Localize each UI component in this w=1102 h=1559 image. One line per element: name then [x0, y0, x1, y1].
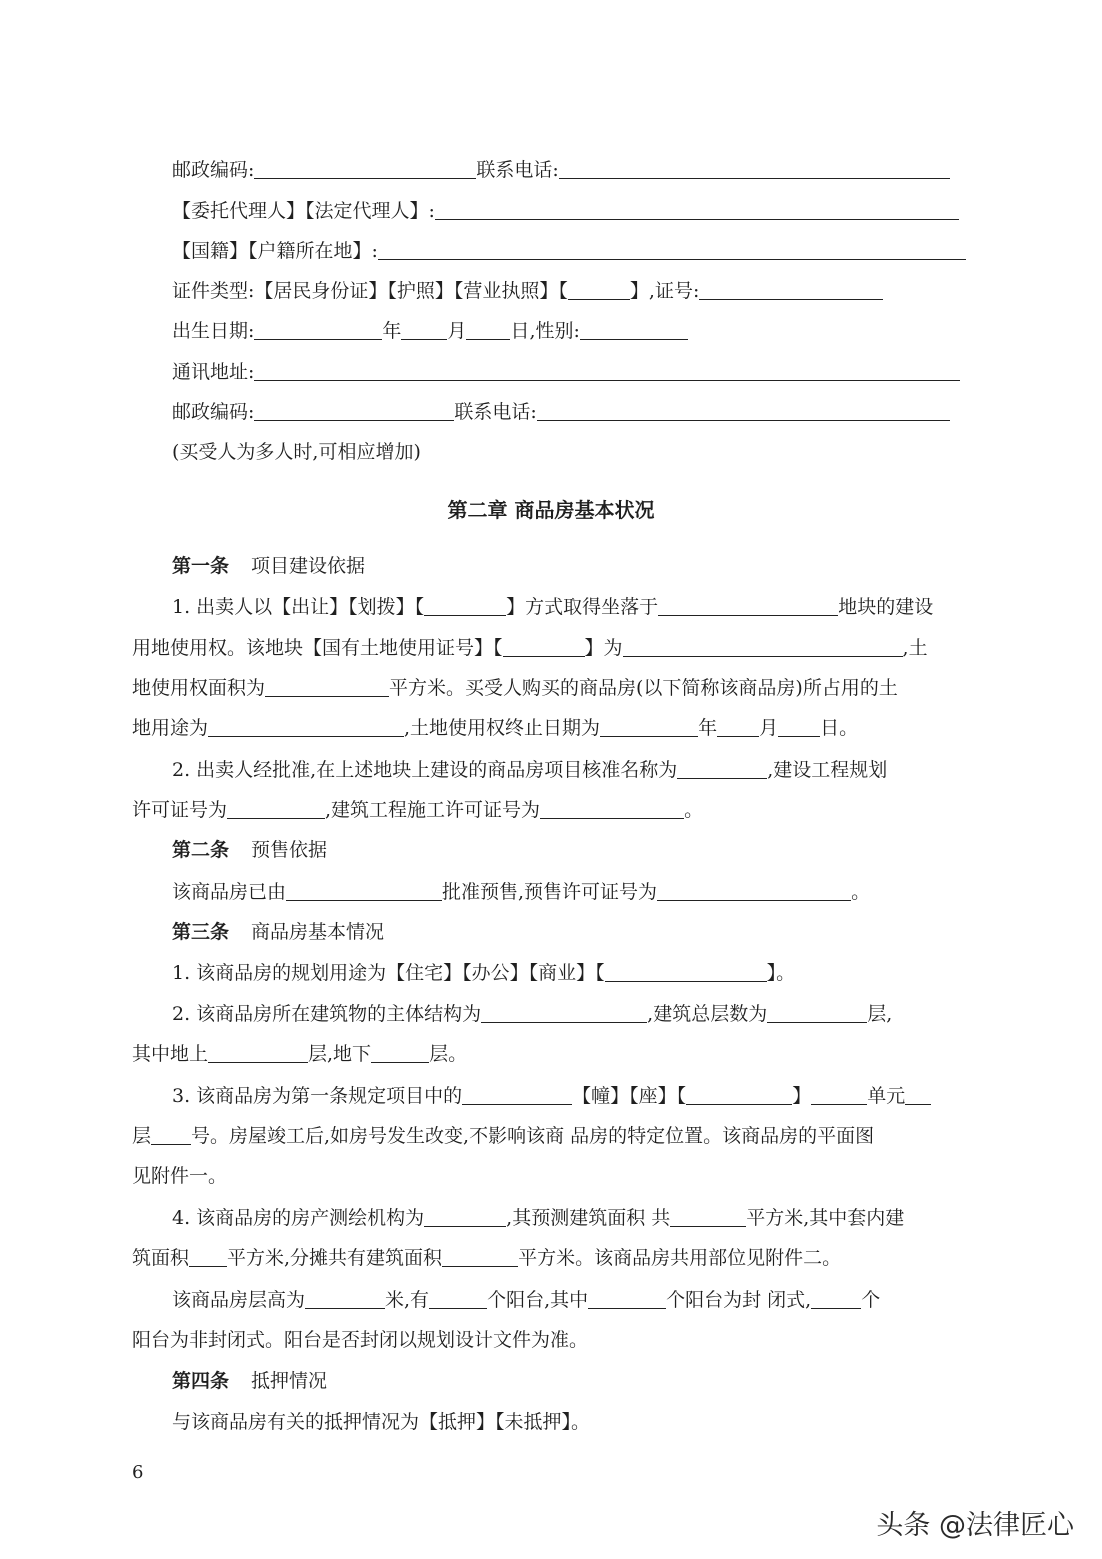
phone-blank[interactable] — [559, 158, 950, 179]
planned-use-blank[interactable] — [605, 961, 767, 982]
id-no-blank[interactable] — [699, 279, 883, 300]
phone-blank[interactable] — [537, 400, 950, 421]
article-4-heading: 第四条 抵押情况 — [172, 1370, 328, 1392]
multi-buyer-note: (买受人为多人时,可相应增加) — [172, 441, 421, 463]
land-area-blank[interactable] — [265, 676, 389, 697]
article-3-para-3-cont: 层 号。房屋竣工后,如房号发生改变,不影响该商 品房的特定位置。该商品房的平面图 — [132, 1125, 875, 1147]
postcode-blank[interactable] — [254, 400, 454, 421]
address-line — [132, 352, 970, 392]
article-3-para-5: 该商品房层高为 米,有 个阳台,其中 个阳台为封 闭式, 个 — [172, 1289, 881, 1311]
article-2-heading: 第二条 预售依据 — [172, 839, 328, 861]
building-area-blank[interactable] — [670, 1206, 746, 1227]
agent-blank[interactable] — [435, 199, 959, 220]
article-3-para-1: 1. 该商品房的规划用途为【住宅】【办公】【商业】【 】。 — [172, 962, 796, 984]
floors-below-blank[interactable] — [371, 1042, 429, 1063]
postcode-label: 邮政编码: — [172, 159, 255, 181]
project-name-blank[interactable] — [677, 758, 767, 779]
presale-permit-blank[interactable] — [657, 880, 851, 901]
chapter-title: 第二章 商品房基本状况 — [447, 498, 655, 522]
id-type-blank[interactable] — [568, 279, 630, 300]
end-month-blank[interactable] — [717, 716, 759, 737]
postcode-label: 邮政编码: — [172, 401, 255, 423]
room-no-blank[interactable] — [151, 1124, 191, 1145]
article-3-para-3-cont2: 见附件一。 — [132, 1165, 228, 1187]
total-floors-blank[interactable] — [767, 1002, 867, 1023]
article-3-heading: 第三条 商品房基本情况 — [172, 921, 385, 943]
balcony-count-blank[interactable] — [429, 1288, 487, 1309]
agent-line — [132, 191, 970, 231]
article-3-para-4-cont: 筑面积 平方米,分摊共有建筑面积 平方米。该商品房共用部位见附件二。 — [132, 1247, 842, 1269]
birth-line: 出生日期: 年 月 日,性别: — [132, 311, 970, 351]
article-1-para-1-cont3: 地用途为 ,土地使用权终止日期为 年 月 日。 — [132, 717, 859, 739]
address-blank[interactable] — [254, 360, 960, 381]
watermark: 头条 @法律匠心 — [876, 1510, 1074, 1541]
article-1-para-1-cont2: 地使用权面积为 平方米。买受人购买的商品房(以下简称该商品房)所占用的土 — [132, 677, 898, 699]
end-day-blank[interactable] — [778, 716, 820, 737]
id-type-line: 证件类型:【居民身份证】【护照】【营业执照】【 】,证号: — [132, 271, 970, 311]
birth-month-blank[interactable] — [401, 319, 447, 340]
end-year-blank[interactable] — [600, 716, 698, 737]
nationality-blank[interactable] — [378, 239, 966, 260]
article-1-para-2: 2. 出卖人经批准,在上述地块上建设的商品房项目核准名称为 ,建设工程规划 — [172, 759, 888, 781]
phone-label: 联系电话: — [454, 401, 537, 423]
nationality-line — [132, 231, 970, 271]
open-balcony-blank[interactable] — [811, 1288, 861, 1309]
certificate-type-blank[interactable] — [503, 636, 585, 657]
id-no-label: 证号: — [654, 280, 700, 302]
construction-permit-blank[interactable] — [540, 798, 684, 819]
article-3-para-2: 2. 该商品房所在建筑物的主体结构为 ,建筑总层数为 层, — [172, 1003, 893, 1025]
postcode-line-1 — [132, 150, 970, 190]
phone-label: 联系电话: — [476, 159, 559, 181]
article-1-para-1-cont: 用地使用权。该地块【国有土地使用证号】【 】为 ,土 — [132, 637, 928, 659]
article-3-para-2-cont: 其中地上 层,地下 层。 — [132, 1043, 468, 1065]
gender-blank[interactable] — [580, 319, 688, 340]
building-type-blank[interactable] — [686, 1084, 792, 1105]
survey-agency-blank[interactable] — [424, 1206, 506, 1227]
closed-balcony-blank[interactable] — [588, 1288, 666, 1309]
birth-label: 出生日期: — [172, 320, 255, 342]
postcode-line-2 — [132, 392, 970, 432]
birth-day-blank[interactable] — [466, 319, 510, 340]
land-use-blank[interactable] — [208, 716, 404, 737]
article-1-para-2-cont: 许可证号为 ,建筑工程施工许可证号为 。 — [132, 799, 704, 821]
agent-label: 【委托代理人】【法定代理人】: — [172, 200, 435, 222]
address-label: 通讯地址: — [172, 361, 255, 383]
gender-label: 日,性别: — [510, 320, 580, 342]
approval-authority-blank[interactable] — [286, 880, 442, 901]
floor-height-blank[interactable] — [305, 1288, 385, 1309]
building-no-blank[interactable] — [462, 1084, 572, 1105]
shared-area-blank[interactable] — [442, 1246, 518, 1267]
nationality-label: 【国籍】【户籍所在地】: — [172, 240, 378, 262]
article-2-para: 该商品房已由 批准预售,预售许可证号为 。 — [172, 881, 871, 903]
birth-year-blank[interactable] — [254, 319, 382, 340]
floors-above-blank[interactable] — [208, 1042, 308, 1063]
planning-permit-blank[interactable] — [227, 798, 325, 819]
structure-blank[interactable] — [481, 1002, 647, 1023]
article-1-para-1: 1. 出卖人以【出让】【划拨】【 】方式取得坐落于 地块的建设 — [172, 596, 934, 618]
postcode-blank[interactable] — [254, 158, 476, 179]
article-3-para-5-cont: 阳台为非封闭式。阳台是否封闭以规划设计文件为准。 — [132, 1329, 589, 1351]
inner-area-blank[interactable] — [189, 1246, 227, 1267]
article-1-heading: 第一条 项目建设依据 — [172, 555, 366, 577]
acquisition-method-blank[interactable] — [424, 595, 506, 616]
certificate-no-blank[interactable] — [623, 636, 903, 657]
id-type-label: 证件类型:【居民身份证】【护照】【营业执照】【 — [172, 280, 568, 302]
article-3-para-4: 4. 该商品房的房产测绘机构为 ,其预测建筑面积 共 平方米,其中套内建 — [172, 1207, 905, 1229]
article-3-para-3: 3. 该商品房为第一条规定项目中的 【幢】【座】【 】 单元 — [132, 1076, 970, 1116]
article-4-para: 与该商品房有关的抵押情况为【抵押】【未抵押】。 — [172, 1411, 591, 1433]
unit-blank[interactable] — [811, 1084, 867, 1105]
page-number: 6 — [132, 1462, 144, 1483]
land-location-blank[interactable] — [658, 595, 838, 616]
floor-blank[interactable] — [905, 1084, 931, 1105]
